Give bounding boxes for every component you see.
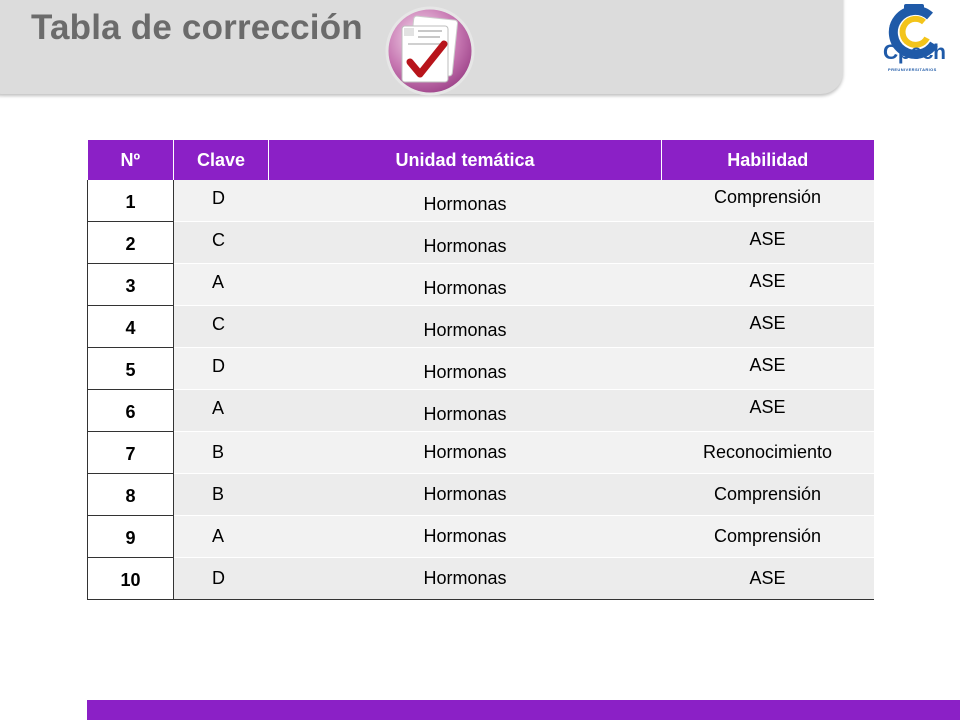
answer-key: D	[174, 348, 269, 390]
answer-key: A	[174, 390, 269, 432]
table-row	[88, 432, 874, 474]
table-row	[88, 348, 874, 390]
row-number: 10	[88, 558, 174, 600]
skill: Comprensión	[662, 474, 874, 516]
skill: Reconocimiento	[662, 432, 874, 474]
skill: ASE	[662, 348, 874, 390]
column-header-skill: Habilidad	[662, 140, 874, 180]
table-row	[88, 180, 874, 222]
skill: Comprensión	[662, 516, 874, 558]
correction-table	[87, 140, 874, 600]
checklist-check-icon	[382, 4, 478, 96]
thematic-unit: Hormonas	[269, 558, 662, 600]
thematic-unit: Hormonas	[269, 306, 662, 348]
row-number: 5	[88, 348, 174, 390]
skill: ASE	[662, 558, 874, 600]
table-row	[88, 516, 874, 558]
footer-bar	[87, 700, 960, 720]
cpech-logo-icon	[878, 4, 952, 76]
thematic-unit: Hormonas	[269, 390, 662, 432]
table-row	[88, 474, 874, 516]
row-number: 3	[88, 264, 174, 306]
skill: ASE	[662, 222, 874, 264]
thematic-unit: Hormonas	[269, 432, 662, 474]
thematic-unit: Hormonas	[269, 348, 662, 390]
row-number: 9	[88, 516, 174, 558]
skill: ASE	[662, 390, 874, 432]
answer-key: C	[174, 222, 269, 264]
table-row	[88, 390, 874, 432]
logo-subtext: PREUNIVERSITARIOS	[888, 67, 937, 72]
answer-key: A	[174, 516, 269, 558]
answer-key: C	[174, 306, 269, 348]
row-number: 2	[88, 222, 174, 264]
logo-text: Cpech	[883, 41, 946, 64]
answer-key: B	[174, 432, 269, 474]
row-number: 8	[88, 474, 174, 516]
column-header-key: Clave	[174, 140, 269, 180]
skill: Comprensión	[662, 180, 874, 222]
table-row	[88, 264, 874, 306]
thematic-unit: Hormonas	[269, 516, 662, 558]
thematic-unit: Hormonas	[269, 474, 662, 516]
answer-key: D	[174, 558, 269, 600]
row-number: 6	[88, 390, 174, 432]
skill: ASE	[662, 306, 874, 348]
row-number: 4	[88, 306, 174, 348]
row-number: 7	[88, 432, 174, 474]
answer-key: B	[174, 474, 269, 516]
column-header-num: Nº	[88, 140, 174, 180]
skill: ASE	[662, 264, 874, 306]
row-number: 1	[88, 180, 174, 222]
answer-key: A	[174, 264, 269, 306]
thematic-unit: Hormonas	[269, 222, 662, 264]
table-header-row	[88, 140, 874, 180]
answer-key: D	[174, 180, 269, 222]
thematic-unit: Hormonas	[269, 180, 662, 222]
thematic-unit: Hormonas	[269, 264, 662, 306]
column-header-unit: Unidad temática	[269, 140, 662, 180]
table-row	[88, 306, 874, 348]
table-row	[88, 222, 874, 264]
page-title: Tabla de corrección	[31, 8, 363, 47]
table-row	[88, 558, 874, 600]
